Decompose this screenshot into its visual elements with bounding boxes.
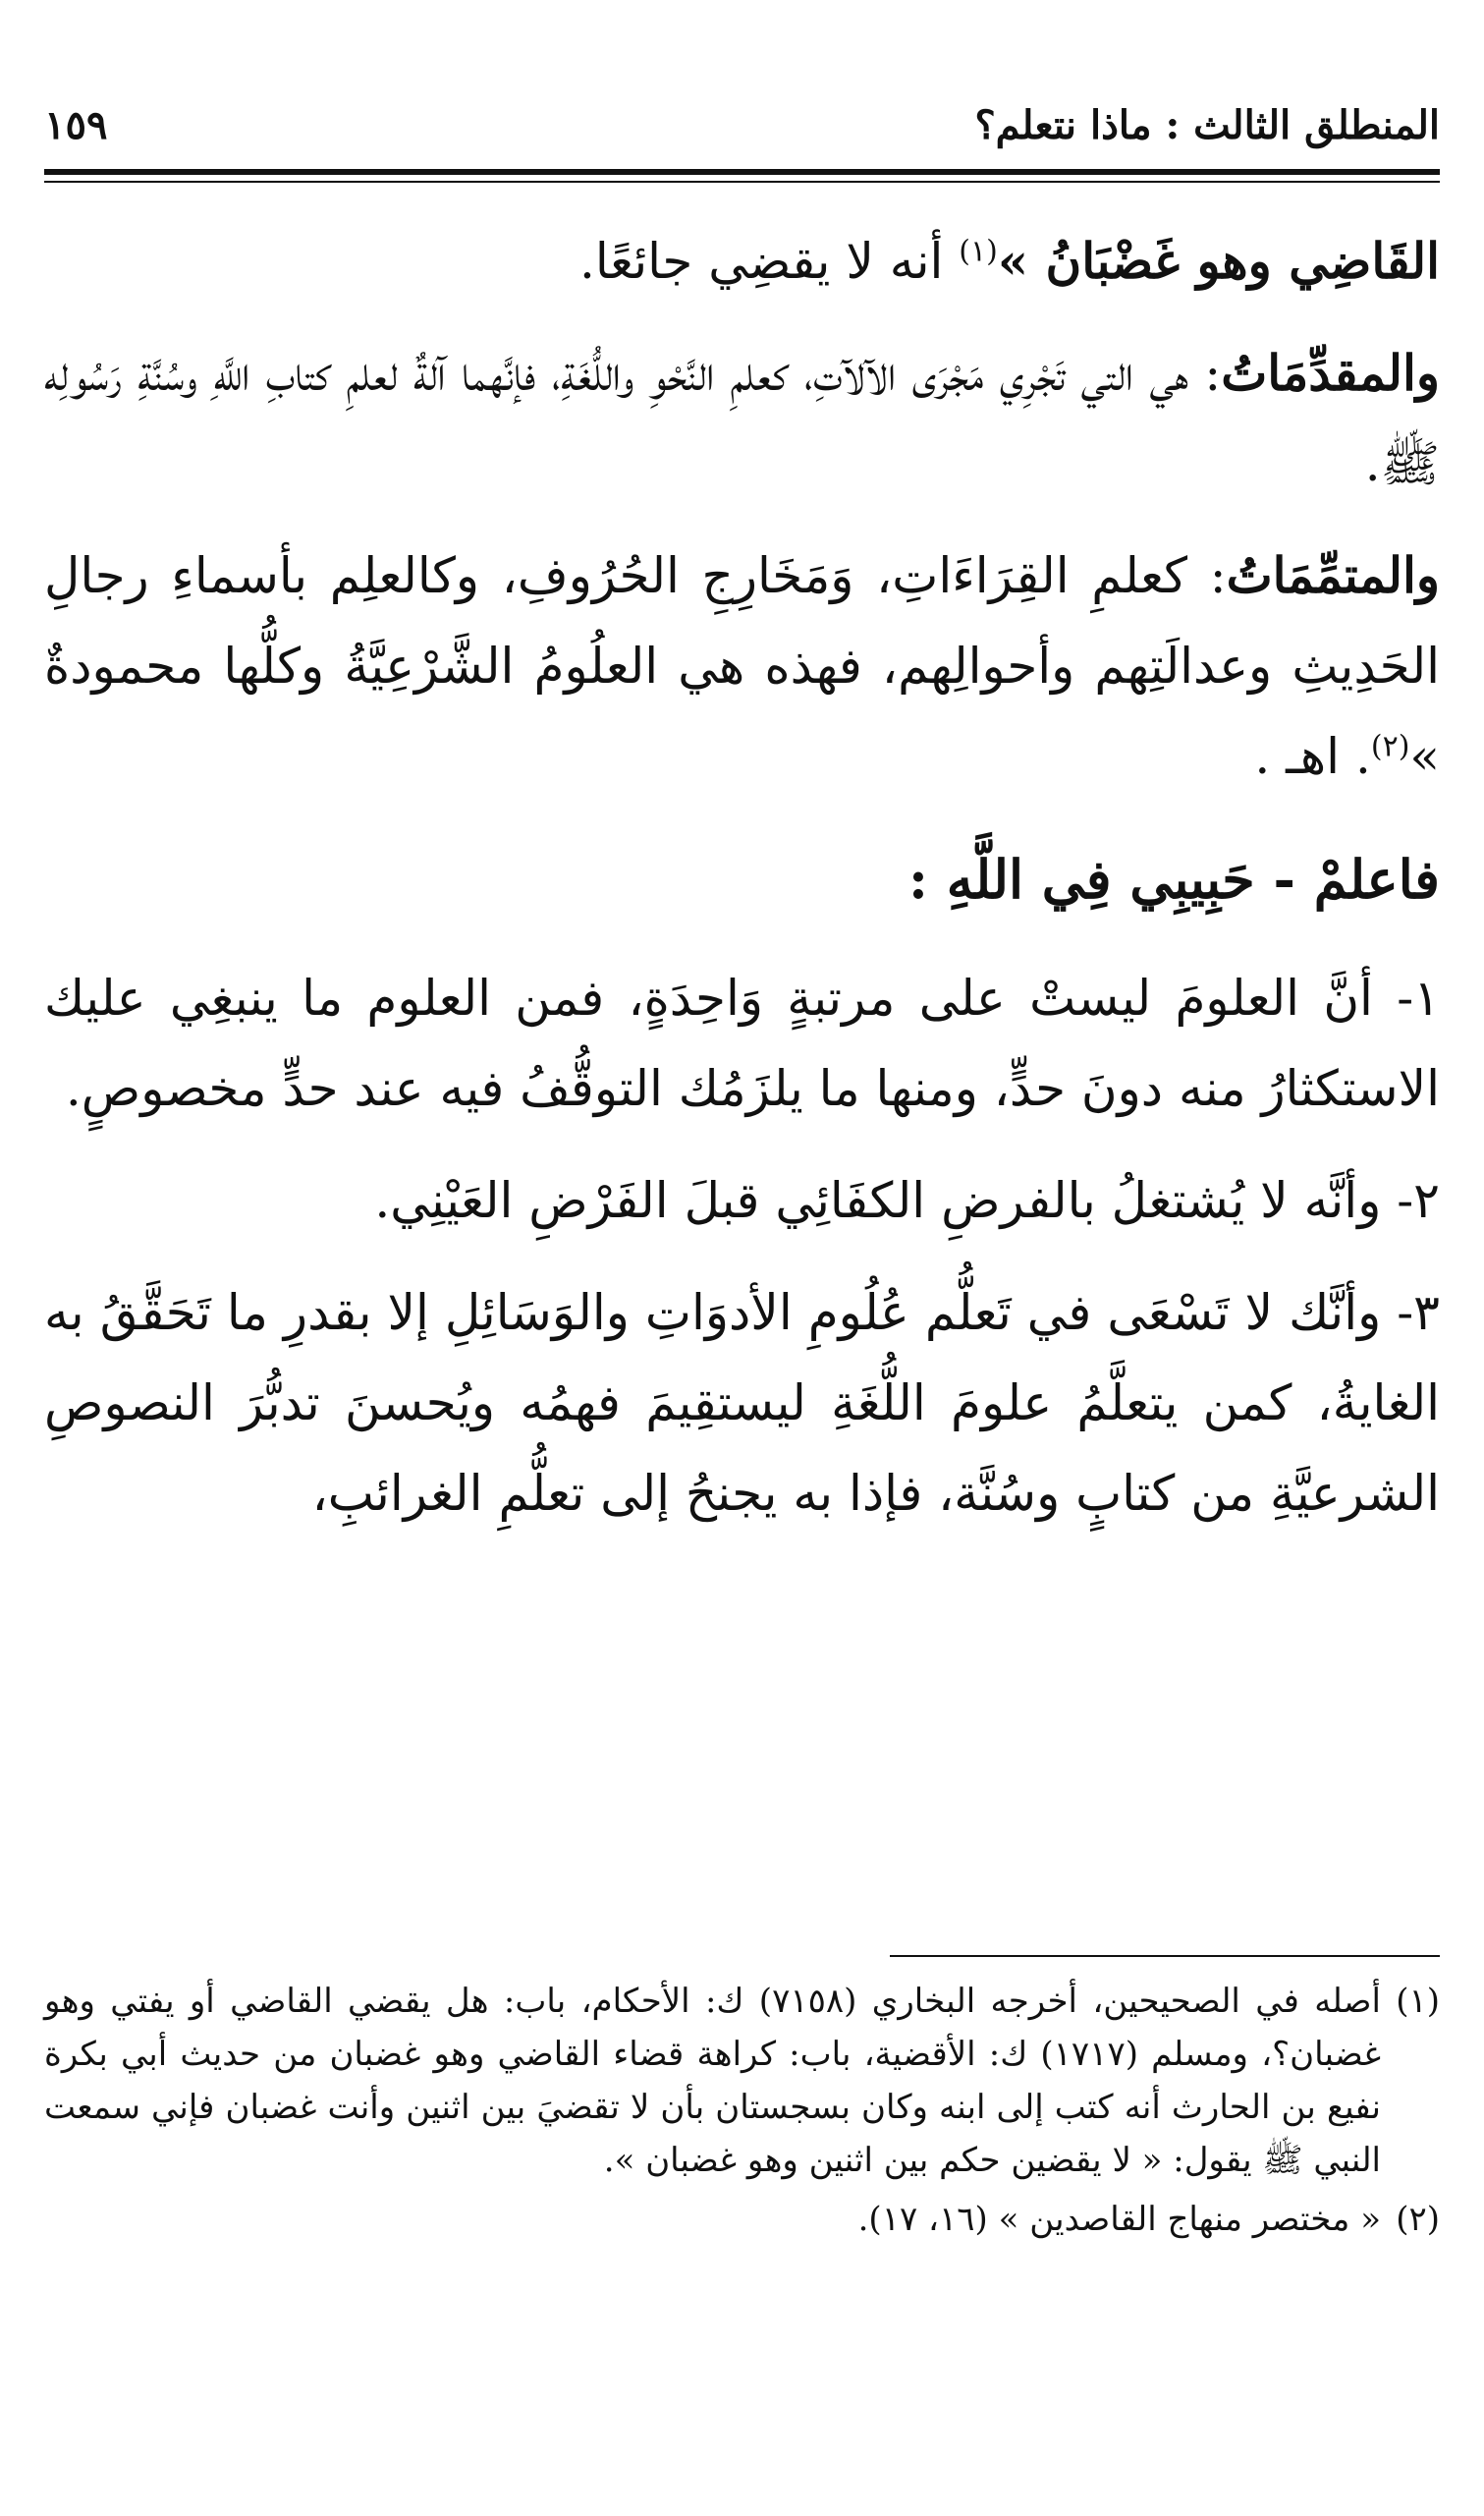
footnote-ref-1: (١) [959, 234, 998, 269]
list-item-2: ٢- وأنَّه لا يُشتغلُ بالفرضِ الكفَائِي قبلَ الفَرْضِ العَيْنِي. [374, 1172, 1440, 1229]
footnote-2 [44, 2193, 1440, 2246]
footnote-text: أصله في الصحيحين، أخرجه البخاري (٧١٥٨) ك: الأحكام، باب: هل يقضي القاضي أو يفتي وهو غضبان؟، ومسلم (١٧١٧) ك: الأقضية، باب: كراهة قضاء القاضي وهو غضبان من حديث أبي بكرة نفيع بن الحارث أنه كتب إلى ابنه وكان بسجستان بأن لا تقضيَ بين اثنين وأنت غضبان فإني سمعت النبي ﷺ يقول: « لا يقضين حكم بين اثنين وهو غضبان ». [44, 1982, 1381, 2180]
paragraph-1 [44, 216, 1440, 307]
running-title: المنطلق الثالث : ماذا نتعلم؟ [974, 101, 1440, 148]
footnote-number: (٢) [1396, 2200, 1440, 2239]
main-text [44, 216, 1440, 1560]
footnote-number: (١) [1396, 1982, 1440, 2021]
term-mutammimat: والمتمِّمَاتُ [1226, 546, 1440, 604]
paragraph-muqaddimat-text: : هي التي تَجْرِي مَجْرَى الآلآتِ، كعلمِ النَّحْوِ واللُّغَةِ، فإنَّهما آلةٌ لعلمِ كتابِ اللَّهِ وسُنَّةِ رَسُولِه ﷺ. [44, 345, 1440, 492]
paragraph-mutammimat [44, 531, 1440, 802]
footnote-text: « مختصر منهاج القاصدين » (١٦، ١٧). [857, 2200, 1381, 2239]
paragraph-1-bold: القَاضِي وهو غَضْبَانُ » [997, 232, 1440, 290]
footnote-1 [44, 1975, 1440, 2187]
section-heading: فاعلمْ - حَبِيبِي فِي اللَّهِ : [907, 848, 1440, 911]
footnote-separator [890, 1955, 1440, 1957]
paragraph-mutammimat-end: . اهـ . [1254, 728, 1371, 785]
paragraph-1-text: أنه لا يقضِي جائعًا. [579, 233, 960, 290]
paragraph-muqaddimat [44, 328, 1440, 509]
page-number: ١٥٩ [44, 101, 108, 148]
list-item-3: ٣- وأنَّك لا تَسْعَى في تَعلُّم عُلُومِ الأدوَاتِ والوَسَائِلِ إلا بقدرِ ما تَحَقَّقُ به الغايةُ، كمن يتعلَّمُ علومَ اللُّغَةِ ليستقِيمَ فهمُه ويُحسنَ تدبُّرَ النصوصِ الشرعيَّةِ من كتابٍ وسُنَّة، فإذا به يجنحُ إلى تعلُّمِ الغرائبِ، [44, 1284, 1440, 1522]
header-rule-thick [44, 169, 1440, 175]
list-item-1: ١- أنَّ العلومَ ليستْ على مرتبةٍ وَاحِدَةٍ، فمن العلوم ما ينبغِي عليك الاستكثارُ منه دونَ حدٍّ، ومنها ما يلزَمُك التوقُّفُ فيه عند حدٍّ مخصوصٍ. [44, 970, 1440, 1117]
footnotes [44, 1975, 1440, 2252]
running-header [44, 90, 1440, 159]
footnote-ref-2: (٢) [1370, 729, 1410, 764]
paragraph-mutammimat-text: : كعلمِ القِرَاءَاتِ، وَمَخَارِجِ الحُرُوفِ، وكالعلِم بأسماءِ رجالِ الحَدِيثِ وعدالَتِهم وأحوالِهم، فهذه هي العلُومُ الشَّرْعِيَّةُ وكلُّها محمودةٌ » [44, 547, 1440, 785]
header-rule-thin [44, 181, 1440, 183]
term-muqaddimat: والمقدِّمَاتُ [1221, 344, 1440, 402]
